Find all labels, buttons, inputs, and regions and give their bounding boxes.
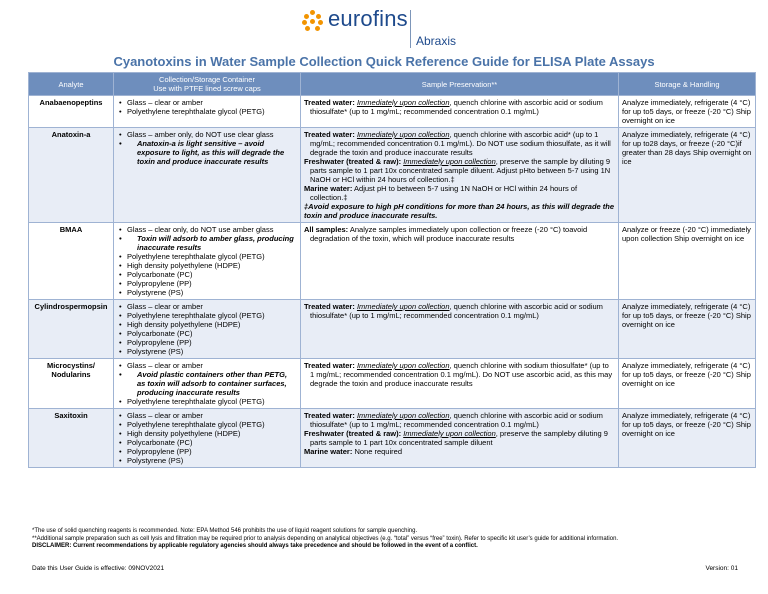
container-cell	[114, 300, 301, 359]
preservation-item	[304, 98, 615, 116]
logo-divider	[410, 10, 411, 48]
container-cell	[114, 128, 301, 223]
preservation-cell	[301, 223, 619, 300]
footnotes	[32, 528, 752, 551]
container-note: • Anatoxin-a is light sensitive – avoid exposure to light, as this will degrade the toxin and produce inaccurate results	[127, 139, 297, 166]
container-item: • High density polyethylene (HDPE)	[127, 320, 297, 329]
container-list	[117, 361, 297, 406]
container-item: • Polyethylene terephthalate glycol (PETG)	[127, 397, 297, 406]
container-item: • Polyethylene terephthalate glycol (PETG)	[127, 252, 297, 261]
container-item: • Glass – clear only, do NOT use amber glass	[127, 225, 297, 234]
preservation-label: Treated water:	[304, 302, 355, 311]
preservation-item	[304, 429, 615, 447]
preservation-text: , preserve the sampleby diluting 9 parts sample to 1 part 10x concentrated sample diluent	[310, 429, 608, 447]
container-item: • Glass – clear or amber	[127, 302, 297, 311]
container-item: • Polypropylene (PP)	[127, 447, 297, 456]
container-item: • Polyethylene terephthalate glycol (PETG)	[127, 311, 297, 320]
preservation-item	[304, 184, 615, 202]
analyte-cell: Anatoxin-a	[29, 128, 114, 223]
table-row	[29, 96, 756, 128]
preservation-emphasis: Immediately upon collection	[356, 130, 450, 139]
storage-cell: Analyze immediately, refrigerate (4 °C) for up to5 days, or freeze (-20 °C) Ship overnight on ice	[619, 300, 756, 359]
storage-cell: Analyze immediately, refrigerate (4 °C) for up to5 days, or freeze (-20 °C) Ship overnight on ice	[619, 409, 756, 468]
container-item: • High density polyethylene (HDPE)	[127, 429, 297, 438]
preservation-text: , quench chlorine with ascorbic acid or sodium thiosulfate* (up to 1 mg/mL; recommended concentration 0.1 mg/mL)	[310, 302, 603, 320]
table-row	[29, 359, 756, 409]
storage-cell: Analyze immediately, refrigerate (4 °C) for up to5 days, or freeze (-20 °C) Ship overnight on ice	[619, 96, 756, 128]
container-list	[117, 302, 297, 356]
preservation-emphasis: Immediately upon collection	[403, 429, 496, 438]
table-header	[29, 73, 756, 96]
preservation-label: Marine water:	[304, 184, 353, 193]
footnote-prep: **Additional sample preparation such as cell lysis and filtration may be required prior to analysis depending on analytical objectives (e.g. “total” versus “free” toxin). Refer to specific kit user’s guide for additional information.	[32, 535, 619, 542]
container-cell	[114, 359, 301, 409]
preservation-cell	[301, 409, 619, 468]
preservation-item	[304, 411, 615, 429]
table-row	[29, 409, 756, 468]
brand-sub: Abraxis	[416, 34, 457, 48]
preservation-cell	[301, 128, 619, 223]
container-item: • Polycarbonate (PC)	[127, 270, 297, 279]
page-title: Cyanotoxins in Water Sample Collection Quick Reference Guide for ELISA Plate Assays	[113, 54, 655, 69]
storage-cell: Analyze immediately, refrigerate (4 °C) for up to5 days, or freeze (-20 °C) Ship overnight on ice	[619, 359, 756, 409]
preservation-item	[304, 302, 615, 320]
container-list	[117, 98, 297, 116]
analyte-cell: Microcystins/ Nodularins	[29, 359, 114, 409]
preservation-emphasis: Immediately upon collection	[356, 411, 450, 420]
header-preservation: Sample Preservation**	[301, 73, 619, 96]
analyte-cell: BMAA	[29, 223, 114, 300]
table-row	[29, 223, 756, 300]
container-item: • Polyethylene terephthalate glycol (PETG)	[127, 107, 297, 116]
header-container: Collection/Storage Container Use with PTFE lined screw caps	[114, 73, 301, 96]
container-cell	[114, 223, 301, 300]
table-row	[29, 300, 756, 359]
container-item: • Polystyrene (PS)	[127, 288, 297, 297]
preservation-cell	[301, 96, 619, 128]
preservation-emphasis: Immediately upon collection	[356, 98, 450, 107]
analyte-cell: Cylindrospermopsin	[29, 300, 114, 359]
preservation-label: Treated water:	[304, 98, 355, 107]
container-note: • Avoid plastic containers other than PETG, as toxin will adsorb to container surfaces, producing inaccurate results	[127, 370, 297, 397]
footnote-quench: *The use of solid quenching reagents is recommended. Note: EPA Method 546 prohibits the use of liquid reagent solutions for sample quenching.	[32, 528, 418, 534]
preservation-label: Freshwater (treated & raw):	[304, 157, 402, 166]
storage-cell: Analyze or freeze (-20 °C) immediately upon collection Ship overnight on ice	[619, 223, 756, 300]
preservation-label: Treated water:	[304, 130, 355, 139]
preservation-emphasis: Immediately upon collection	[356, 302, 450, 311]
header-analyte: Analyte	[29, 73, 114, 96]
preservation-label: All samples:	[304, 225, 349, 234]
preservation-item	[304, 361, 615, 388]
preservation-text: , quench chlorine with sodium thiosulfate* (up to 1 mg/mL; recommended concentration 0.1 mg/mL). Do NOT use ascorbic acid, as this may degrade the toxin and produce inaccurate results	[310, 361, 613, 388]
preservation-label: Freshwater (treated & raw):	[304, 429, 402, 438]
analyte-cell: Anabaenopeptins	[29, 96, 114, 128]
preservation-emphasis: Immediately upon collection	[356, 361, 450, 370]
effective-date: Date this User Guide is effective: 09NOV2021	[32, 565, 165, 572]
container-item: • Polycarbonate (PC)	[127, 438, 297, 447]
container-item: • Glass – clear or amber	[127, 98, 297, 107]
reference-table	[28, 72, 756, 468]
container-item: • Polypropylene (PP)	[127, 338, 297, 347]
container-list	[117, 225, 297, 297]
preservation-note: ‡Avoid exposure to high pH conditions for more than 24 hours, as this will degrade the toxin and produce inaccurate results.	[304, 202, 615, 220]
container-item: • Glass – clear or amber	[127, 411, 297, 420]
container-item: • Polystyrene (PS)	[127, 456, 297, 465]
container-cell	[114, 409, 301, 468]
analyte-cell: Saxitoxin	[29, 409, 114, 468]
preservation-text: None required	[354, 447, 402, 456]
preservation-label: Treated water:	[304, 411, 355, 420]
preservation-item	[304, 447, 615, 456]
preservation-item	[304, 157, 615, 184]
preservation-emphasis: Immediately upon collection	[403, 157, 496, 166]
footnote-disclaimer: DISCLAIMER: Current recommendations by applicable regulatory agencies should always take precedence and should be followed in the event of a conflict.	[32, 543, 478, 549]
preservation-label: Treated water:	[304, 361, 355, 370]
preservation-item	[304, 225, 615, 243]
header-storage: Storage & Handling	[619, 73, 756, 96]
eurofins-dots-icon	[302, 10, 324, 32]
storage-cell: Analyze immediately, refrigerate (4 °C) for up to28 days, or freeze (-20 °C)if greater than 28 days Ship overnight on ice	[619, 128, 756, 223]
container-item: • Glass – amber only, do NOT use clear glass	[127, 130, 297, 139]
container-item: • High density polyethylene (HDPE)	[127, 261, 297, 270]
container-item: • Glass – clear or amber	[127, 361, 297, 370]
preservation-text: Adjust pH to between 5-7 using 1N NaOH or HCl within 24 hours of collection.‡	[310, 184, 578, 202]
version: Version: 01	[705, 565, 738, 572]
preservation-cell	[301, 359, 619, 409]
preservation-cell	[301, 300, 619, 359]
preservation-item	[304, 130, 615, 157]
preservation-text: , preserve the sample by diluting 9 parts sample to 1 part 10x concentrated sample diluent. Adjust pHto between 5-7 using 1N NaOH or HCl within 24 hours of collection.‡	[310, 157, 611, 184]
preservation-text: , quench chlorine with ascorbic acid or sodium thiosulfate* (up to 1 mg/mL; recommended concentration 0.1 mg/mL)	[310, 411, 603, 429]
container-list	[117, 130, 297, 166]
container-item: • Polyethylene terephthalate glycol (PETG)	[127, 420, 297, 429]
eurofins-logo	[302, 6, 502, 50]
container-item: • Polystyrene (PS)	[127, 347, 297, 356]
container-note: • Toxin will adsorb to amber glass, producing inaccurate results	[127, 234, 297, 252]
container-list	[117, 411, 297, 465]
preservation-label: Marine water:	[304, 447, 353, 456]
preservation-text: Analyze samples immediately upon collection or freeze (-20 °C) toavoid degradation of the toxin, which will produce inaccurate results	[310, 225, 588, 243]
preservation-text: , quench chlorine with ascorbic acid or sodium thiosulfate* (up to 1 mg/mL; recommended concentration 0.1 mg/mL)	[310, 98, 603, 116]
container-item: • Polypropylene (PP)	[127, 279, 297, 288]
table-row	[29, 128, 756, 223]
preservation-text: , quench chlorine with ascorbic acid* (up to 1 mg/mL; recommended concentration 0.1 mg/mL). Do NOT use sodium thiosulfate, as it will degrade the toxin and produce inaccurate results	[310, 130, 611, 157]
brand-name: eurofins	[328, 6, 408, 31]
container-cell	[114, 96, 301, 128]
container-item: • Polycarbonate (PC)	[127, 329, 297, 338]
